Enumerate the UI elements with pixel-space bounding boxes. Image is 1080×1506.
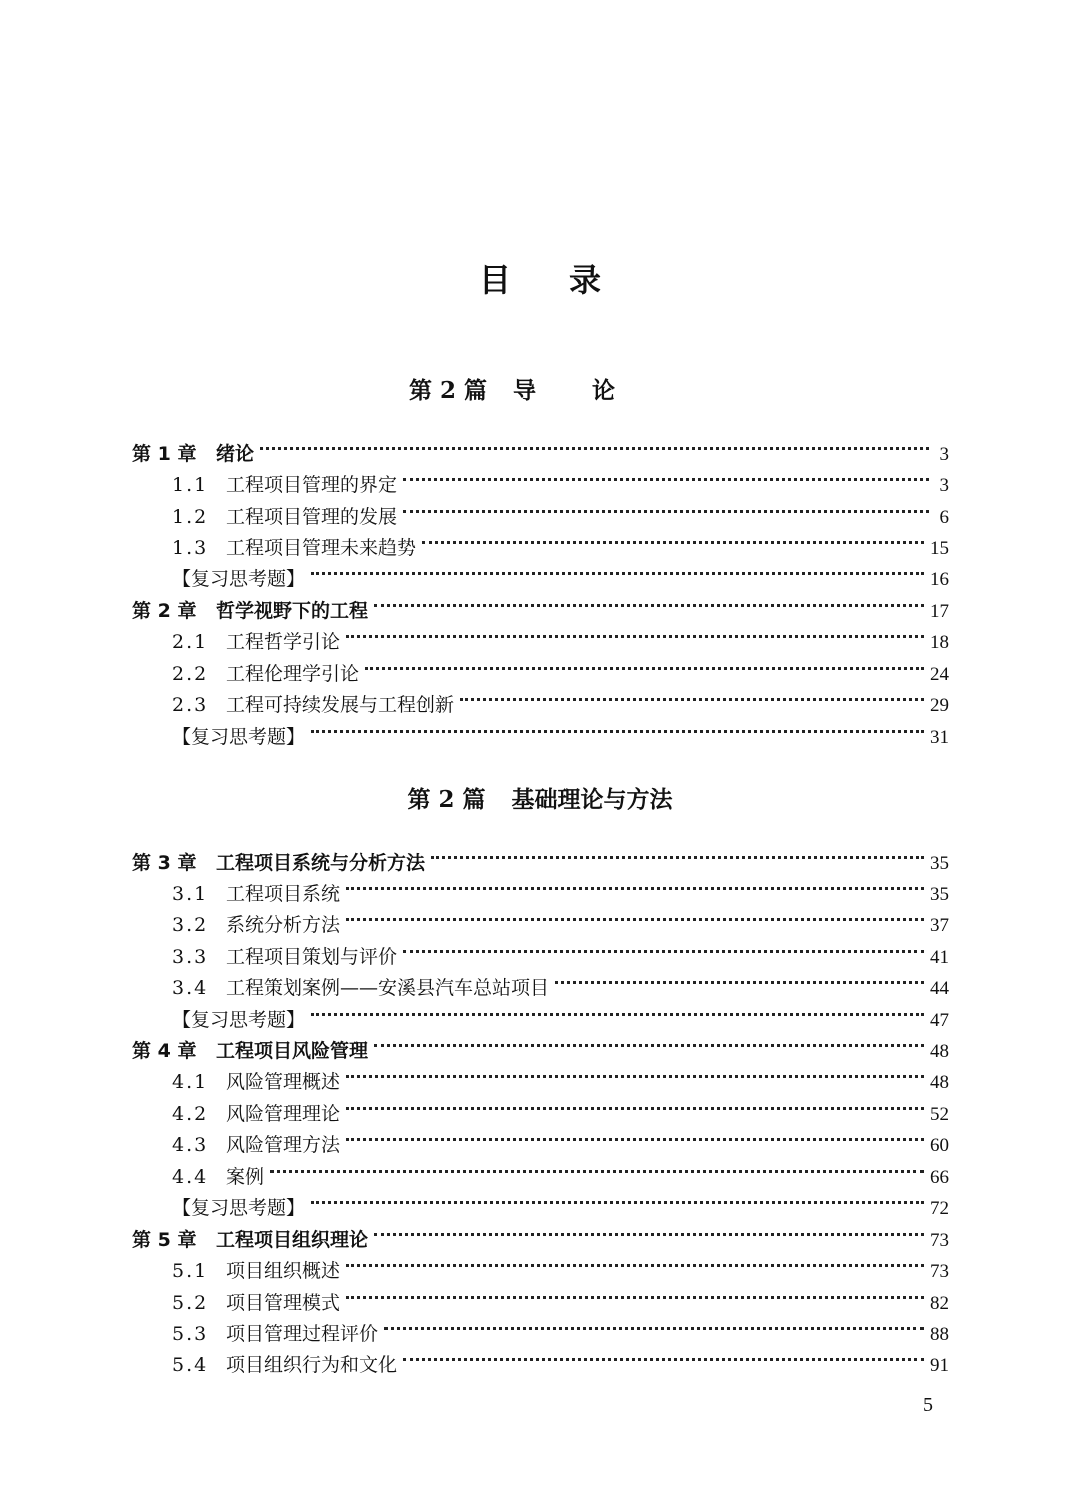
toc-chapter-entry[interactable] bbox=[132, 596, 949, 626]
dot-leader bbox=[260, 447, 929, 450]
dot-leader bbox=[311, 1201, 924, 1204]
entry-title: 绪论 bbox=[216, 443, 255, 465]
dot-leader bbox=[346, 1107, 924, 1110]
toc-section-entry[interactable] bbox=[172, 1288, 949, 1318]
dot-leader bbox=[374, 1233, 924, 1236]
entry-page: 44 bbox=[930, 978, 949, 999]
part-number: 第 2 篇 bbox=[408, 377, 488, 404]
entry-title: 【复习思考题】 bbox=[172, 1197, 306, 1219]
toc-review-entry[interactable] bbox=[172, 722, 949, 752]
entry-title: 【复习思考题】 bbox=[172, 568, 306, 590]
entry-page: 48 bbox=[930, 1072, 949, 1093]
entry-page: 41 bbox=[930, 947, 949, 968]
entry-title: 项目管理过程评价 bbox=[226, 1323, 379, 1345]
section-label: 2.3 bbox=[172, 694, 209, 716]
section-label: 5.2 bbox=[172, 1292, 209, 1314]
entry-page: 16 bbox=[930, 569, 949, 590]
dot-leader bbox=[346, 1264, 924, 1267]
entry-page: 47 bbox=[930, 1010, 949, 1031]
entry-title: 风险管理方法 bbox=[226, 1134, 341, 1156]
dot-leader bbox=[422, 541, 924, 544]
entry-title: 工程项目系统与分析方法 bbox=[216, 852, 426, 874]
section-label: 3.2 bbox=[172, 914, 209, 936]
entry-title: 工程项目管理未来趋势 bbox=[226, 537, 417, 559]
section-label: 4.1 bbox=[172, 1071, 209, 1093]
entry-page: 72 bbox=[930, 1198, 949, 1219]
part-name: 基础理论与方法 bbox=[511, 786, 673, 813]
entry-title: 项目组织概述 bbox=[226, 1260, 341, 1282]
entry-title: 风险管理理论 bbox=[226, 1103, 341, 1125]
dot-leader bbox=[374, 1044, 924, 1047]
part-heading bbox=[0, 784, 1080, 816]
dot-leader bbox=[346, 918, 924, 921]
dot-leader bbox=[555, 981, 924, 984]
part-name: 导论 bbox=[513, 377, 672, 404]
chapter-label: 第 4 章 bbox=[132, 1040, 197, 1062]
toc-section-entry[interactable] bbox=[172, 1067, 949, 1097]
entry-title: 工程伦理学引论 bbox=[226, 663, 360, 685]
chapter-label: 第 1 章 bbox=[132, 443, 197, 465]
dot-leader bbox=[460, 698, 924, 701]
entry-page: 48 bbox=[930, 1041, 949, 1062]
chapter-label: 第 2 章 bbox=[132, 600, 197, 622]
toc-section-entry[interactable] bbox=[172, 1130, 949, 1160]
dot-leader bbox=[365, 667, 924, 670]
dot-leader bbox=[311, 1013, 924, 1016]
entry-title: 工程项目风险管理 bbox=[216, 1040, 369, 1062]
section-label: 4.3 bbox=[172, 1134, 209, 1156]
part-number: 第 2 篇 bbox=[407, 786, 486, 813]
dot-leader bbox=[311, 730, 924, 733]
dot-leader bbox=[311, 572, 924, 575]
toc-section-entry[interactable] bbox=[172, 942, 949, 972]
entry-page: 52 bbox=[930, 1104, 949, 1125]
toc-chapter-entry[interactable] bbox=[132, 1225, 949, 1255]
toc-section-entry[interactable] bbox=[172, 879, 949, 909]
section-label: 3.4 bbox=[172, 977, 209, 999]
dot-leader bbox=[346, 635, 924, 638]
section-label: 2.2 bbox=[172, 663, 209, 685]
entry-title: 工程项目系统 bbox=[226, 883, 341, 905]
dot-leader bbox=[270, 1170, 924, 1173]
dot-leader bbox=[346, 1296, 924, 1299]
section-label: 1.1 bbox=[172, 474, 209, 496]
entry-page: 35 bbox=[930, 884, 949, 905]
toc-review-entry[interactable] bbox=[172, 564, 949, 594]
section-label: 1.3 bbox=[172, 537, 209, 559]
part-heading bbox=[0, 375, 1080, 407]
entry-page: 6 bbox=[939, 507, 949, 528]
entry-page: 66 bbox=[930, 1167, 949, 1188]
dot-leader bbox=[346, 1075, 924, 1078]
section-label: 3.3 bbox=[172, 946, 209, 968]
toc-review-entry[interactable] bbox=[172, 1193, 949, 1223]
entry-title: 工程策划案例——安溪县汽车总站项目 bbox=[226, 977, 550, 999]
section-label: 5.1 bbox=[172, 1260, 209, 1282]
toc-section-entry[interactable] bbox=[172, 1350, 949, 1380]
entry-title: 工程哲学引论 bbox=[226, 631, 341, 653]
page-title: 目录 bbox=[478, 261, 659, 299]
entry-title: 哲学视野下的工程 bbox=[216, 600, 369, 622]
toc-section-entry[interactable] bbox=[172, 533, 949, 563]
dot-leader bbox=[346, 1138, 924, 1141]
entry-title: 案例 bbox=[226, 1166, 265, 1188]
toc-chapter-entry[interactable] bbox=[132, 1036, 949, 1066]
entry-title: 【复习思考题】 bbox=[172, 726, 306, 748]
toc-review-entry[interactable] bbox=[172, 1005, 949, 1035]
entry-title: 工程项目组织理论 bbox=[216, 1229, 369, 1251]
entry-page: 91 bbox=[930, 1355, 949, 1376]
entry-page: 73 bbox=[930, 1230, 949, 1251]
entry-title: 工程可持续发展与工程创新 bbox=[226, 694, 455, 716]
section-label: 1.2 bbox=[172, 506, 209, 528]
entry-title: 工程项目管理的界定 bbox=[226, 474, 398, 496]
toc-section-entry[interactable] bbox=[172, 1099, 949, 1129]
toc-chapter-entry[interactable] bbox=[132, 848, 949, 878]
page-number: 5 bbox=[923, 1394, 933, 1416]
chapter-label: 第 5 章 bbox=[132, 1229, 197, 1251]
dot-leader bbox=[384, 1327, 924, 1330]
section-label: 5.3 bbox=[172, 1323, 209, 1345]
toc-section-entry[interactable] bbox=[172, 470, 949, 500]
entry-page: 3 bbox=[939, 475, 949, 496]
toc-section-entry[interactable] bbox=[172, 659, 949, 689]
dot-leader bbox=[346, 887, 924, 890]
dot-leader bbox=[403, 510, 929, 513]
dot-leader bbox=[431, 856, 924, 859]
dot-leader bbox=[403, 1358, 924, 1361]
section-label: 3.1 bbox=[172, 883, 209, 905]
entry-page: 15 bbox=[930, 538, 949, 559]
entry-page: 60 bbox=[930, 1135, 949, 1156]
entry-page: 3 bbox=[939, 444, 949, 465]
toc-chapter-entry[interactable] bbox=[132, 439, 949, 469]
entry-title: 项目组织行为和文化 bbox=[226, 1354, 398, 1376]
entry-page: 37 bbox=[930, 915, 949, 936]
entry-page: 82 bbox=[930, 1293, 949, 1314]
entry-title: 工程项目管理的发展 bbox=[226, 506, 398, 528]
toc-section-entry[interactable] bbox=[172, 502, 949, 532]
entry-title: 系统分析方法 bbox=[226, 914, 341, 936]
entry-title: 工程项目策划与评价 bbox=[226, 946, 398, 968]
entry-page: 17 bbox=[930, 601, 949, 622]
toc-section-entry[interactable] bbox=[172, 627, 949, 657]
entry-page: 31 bbox=[930, 727, 949, 748]
dot-leader bbox=[403, 950, 924, 953]
toc-section-entry[interactable] bbox=[172, 690, 949, 720]
section-label: 2.1 bbox=[172, 631, 209, 653]
entry-title: 项目管理模式 bbox=[226, 1292, 341, 1314]
toc-section-entry[interactable] bbox=[172, 1162, 949, 1192]
section-label: 5.4 bbox=[172, 1354, 209, 1376]
entry-title: 【复习思考题】 bbox=[172, 1009, 306, 1031]
entry-page: 29 bbox=[930, 695, 949, 716]
entry-page: 35 bbox=[930, 853, 949, 874]
toc-section-entry[interactable] bbox=[172, 1319, 949, 1349]
entry-page: 24 bbox=[930, 664, 949, 685]
toc-section-entry[interactable] bbox=[172, 1256, 949, 1286]
dot-leader bbox=[403, 478, 929, 481]
dot-leader bbox=[374, 604, 924, 607]
entry-page: 18 bbox=[930, 632, 949, 653]
chapter-label: 第 3 章 bbox=[132, 852, 197, 874]
entry-page: 88 bbox=[930, 1324, 949, 1345]
section-label: 4.4 bbox=[172, 1166, 209, 1188]
toc-section-entry[interactable] bbox=[172, 973, 949, 1003]
entry-title: 风险管理概述 bbox=[226, 1071, 341, 1093]
section-label: 4.2 bbox=[172, 1103, 209, 1125]
toc-section-entry[interactable] bbox=[172, 910, 949, 940]
entry-page: 73 bbox=[930, 1261, 949, 1282]
